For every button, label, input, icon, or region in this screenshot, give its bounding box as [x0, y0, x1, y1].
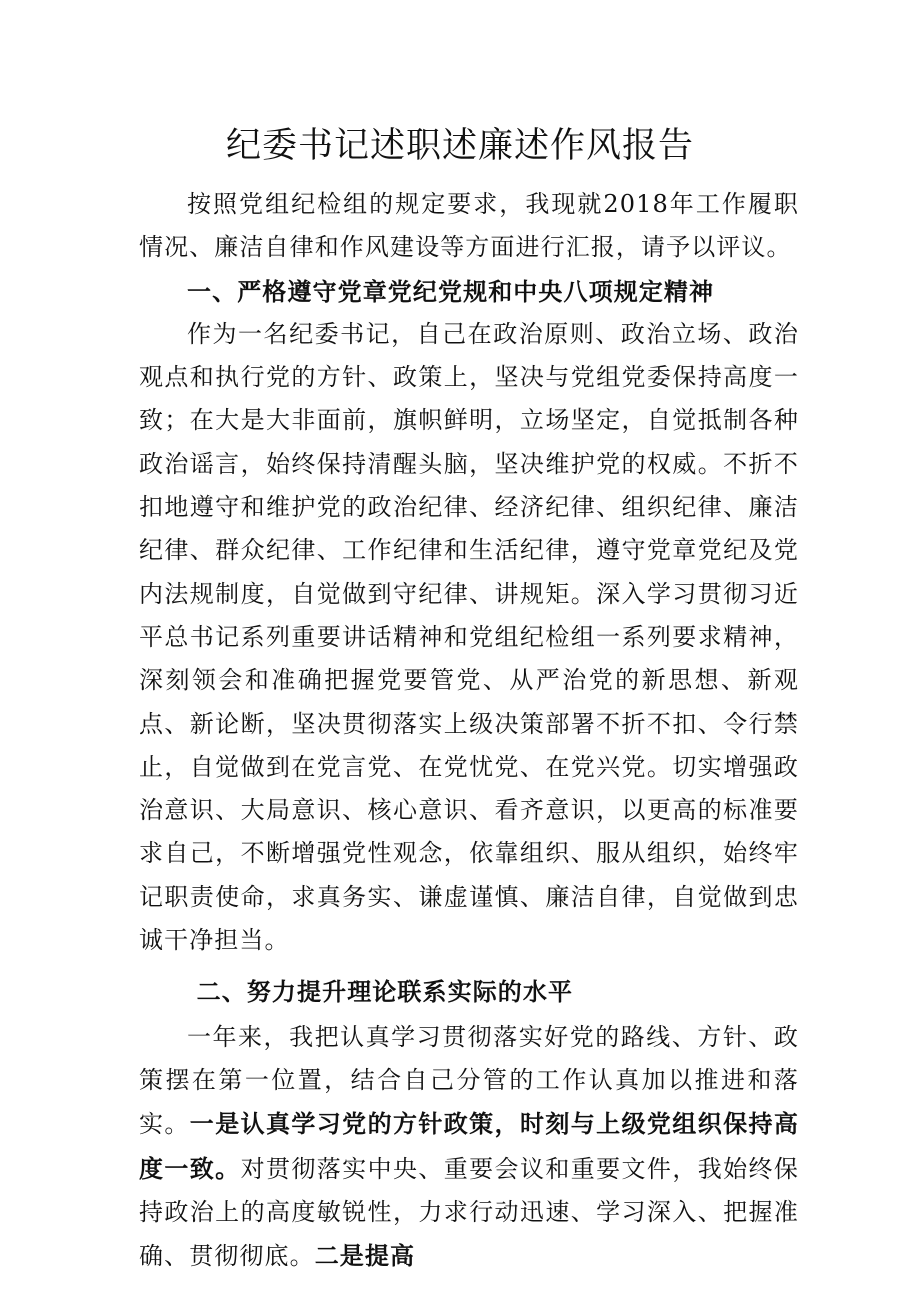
section-2-paragraph: [139, 1016, 799, 1279]
section-2-point-one: 一是认真学习党的方针政策，时刻与上级党组织保持高度一致。: [139, 1109, 799, 1183]
section-1-paragraph: 作为一名纪委书记，自己在政治原则、政治立场、政治观点和执行党的方针、政策上，坚决与党组党委保持高度一致；在大是大非面前，旗帜鲜明，立场坚定，自觉抵制各种政治谣言，始终保持清醒头脑，坚决维护党的权威。不折不扣地遵守和维护党的政治纪律、经济纪律、组织纪律、廉洁纪律、群众纪律、工作纪律和生活纪律，遵守党章党纪及党内法规制度，自觉做到守纪律、讲规矩。深入学习贯彻习近平总书记系列重要讲话精神和党组纪检组一系列要求精神，深刻领会和准确把握党要管党、从严治党的新思想、新观点、新论断，坚决贯彻落实上级决策部署不折不扣、令行禁止，自觉做到在党言党、在党忧党、在党兴党。切实增强政治意识、大局意识、核心意识、看齐意识，以更高的标准要求自己，不断增强党性观念，依靠组织、服从组织，始终牢记职责使命，求真务实、谦虚谨慎、廉洁自律，自觉做到忠诚干净担当。: [139, 319, 799, 955]
section-2-heading: 二、努力提升理论联系实际的水平: [196, 977, 574, 1007]
section-1-heading: 一、严格遵守党章党纪党规和中央八项规定精神: [187, 276, 715, 306]
section-2-text-middle: 对贯彻落实中央、重要会议和重要文件，我始终保持政治上的高度敏锐性，力求行动迅速、学习深入、把握准确、贯彻彻底。: [139, 1154, 799, 1271]
section-2-text-start: 一年来，我把认真学习贯彻落实好党的路线、方针、政策摆在第一位置，结合自己分管的工作认真加以推进和落实。: [139, 1022, 799, 1139]
section-2-point-two: 二是提高: [314, 1241, 416, 1271]
intro-paragraph: 按照党组纪检组的规定要求，我现就2018年工作履职情况、廉洁自律和作风建设等方面进行汇报，请予以评议。: [139, 190, 799, 262]
document-body: [139, 183, 799, 1278]
document-title: 纪委书记述职述廉述作风报告: [225, 126, 694, 166]
